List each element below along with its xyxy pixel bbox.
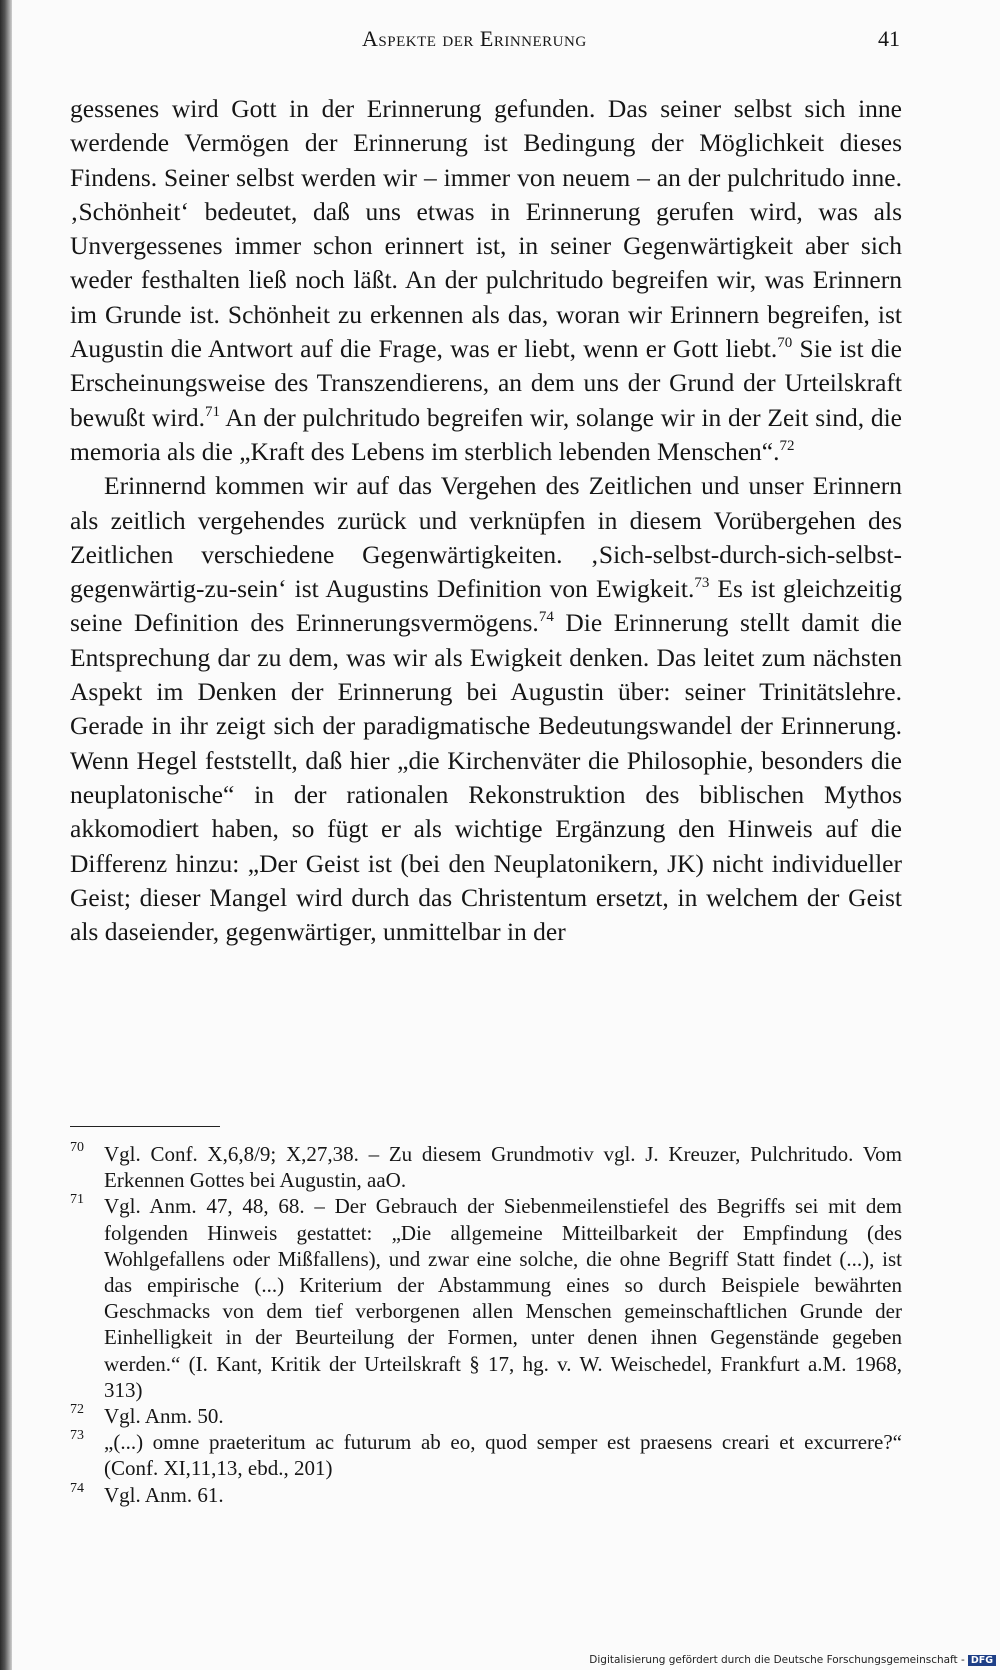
running-title: Aspekte der Erinnerung <box>362 26 587 51</box>
footnote-number: 72 <box>70 1402 84 1418</box>
footnote-number: 70 <box>70 1140 84 1155</box>
footnote-ref-72[interactable]: 72 <box>779 437 795 454</box>
footnote-separator <box>70 1126 220 1127</box>
page-edge-shadow <box>0 0 12 1670</box>
running-head <box>70 26 900 60</box>
text-segment: Erinnernd kommen wir auf das Vergehen des Zeitlichen und unser Erinnern als zeitlich vergehendes zurück und verknüpfen in diesem Vorübergehen des Zeitlichen verschiedene Gegenwärtigkeiten. ‚Sich-selbst-durch-sich-selbst-gegenwärtig-zu-sein‘ ist Augustins Definition von Ewigkeit. <box>70 471 902 604</box>
footnote-ref-74[interactable]: 74 <box>538 609 554 626</box>
footnote-text: Vgl. Anm. 50. <box>104 1404 224 1429</box>
footnote-ref-71[interactable]: 71 <box>204 403 220 420</box>
footnote-text: Vgl. Conf. X,6,8/9; X,27,38. – Zu diesem Grundmotiv vgl. J. Kreuzer, Pulchritudo. Vom Erkennen Gottes bei Augustin, aaO. <box>104 1142 902 1193</box>
page-number: 41 <box>878 26 900 51</box>
footnote-ref-73[interactable]: 73 <box>694 575 710 592</box>
footnote-72 <box>70 1403 902 1429</box>
paragraph-1 <box>70 92 902 469</box>
footnote-ref-70[interactable]: 70 <box>777 335 793 352</box>
footnotes <box>70 1141 902 1508</box>
text-segment: Es ist gleichzeitig seine Definition des Erinnerungsvermögens. <box>70 574 902 638</box>
credit-text: Digitalisierung gefördert durch die Deutsche Forschungsgemeinschaft - <box>589 1654 965 1666</box>
footnote-71 <box>70 1193 902 1403</box>
text-segment: Sie ist die Erscheinungsweise des Transzendierens, an dem uns der Grund der Urteilskraft bewußt wird. <box>70 334 902 432</box>
text-segment: An der pulchritudo begreifen wir, solange wir in der Zeit sind, die memoria als die „Kraft des Lebens im sterblich lebenden Menschen“. <box>70 402 902 466</box>
footnote-text: „(...) omne praeteritum ac futurum ab eo, quod semper est praesens creari et excurrere?“ (Conf. XI,11,13, ebd., 201) <box>104 1430 902 1481</box>
body-text <box>70 92 902 949</box>
footnote-text: Vgl. Anm. 47, 48, 68. – Der Gebrauch der Siebenmeilenstiefel des Begriffs sei mit dem folgenden Hinweis gestattet: „Die allgemeine Mitteilbarkeit der Empfindung (des Wohlgefallens oder Mißfallens), und zwar eine solche, die ohne Begriff Statt findet (...), ist das empirische (...) Kriterium der Abstammung eines so durch Beispiele bewährten Geschmacks von dem tief verborgenen allen Menschen gemeinschaftlichen Grunde der Einhelligkeit in der Beurteilung der Formen, unter denen ihnen Gegenstände gegeben werden.“ (I. Kant, Kritik der Urteilskraft § 17, hg. v. W. Weischedel, Frankfurt a.M. 1968, 313) <box>104 1194 902 1402</box>
footnote-74 <box>70 1482 902 1508</box>
text-segment: Die Erinnerung stellt damit die Entsprechung dar zu dem, was wir als Ewigkeit denken. Das leitet zum nächsten Aspekt im Denken der Erinnerung bei Augustin über: seiner Trinitätslehre. Gerade in ihr zeigt sich der paradigmatische Bedeutungswandel der Erinnerung. Wenn Hegel feststellt, daß hier „die Kirchenväter die Philosophie, besonders die neuplatonische“ in der rationalen Rekonstruktion des biblischen Mythos akkomodiert haben, so fügt er als wichtige Ergänzung den Hinweis auf die Differenz hinzu: „Der Geist ist (bei den Neuplatonikern, JK) nicht individueller Geist; dieser Mangel wird durch das Christentum ersetzt, in welchem der Geist als daseiender, gegenwärtiger, unmittelbar in der <box>70 608 902 947</box>
footnote-text: Vgl. Anm. 61. <box>104 1482 224 1507</box>
footnote-number: 71 <box>70 1192 84 1208</box>
dfg-logo: DFG <box>968 1655 996 1666</box>
text-segment: gessenes wird Gott in der Erinnerung gefunden. Das seiner selbst sich inne werdende Vermögen der Erinnerung ist Bedingung der Möglichkeit dieses Findens. Seiner selbst werden wir – immer von neuem – an der pulchritudo inne. ‚Schönheit‘ bedeutet, daß uns etwas in Erinnerung gerufen wird, was als Unvergessenes immer schon erinnert ist, in seiner Gegenwärtigkeit aber sich weder festhalten ließ noch läßt. An der pulchritudo begreifen wir, was Erinnern im Grunde ist. Schönheit zu erkennen als das, woran wir Erinnern begreifen, ist Augustin die Antwort auf die Frage, was er liebt, wenn er Gott liebt. <box>70 94 902 364</box>
footnote-number: 73 <box>70 1428 84 1444</box>
paragraph-2 <box>70 469 902 949</box>
footnote-number: 74 <box>70 1480 84 1496</box>
footnote-70 <box>70 1141 902 1193</box>
digitization-credit <box>589 1654 996 1666</box>
footnote-73 <box>70 1429 902 1481</box>
